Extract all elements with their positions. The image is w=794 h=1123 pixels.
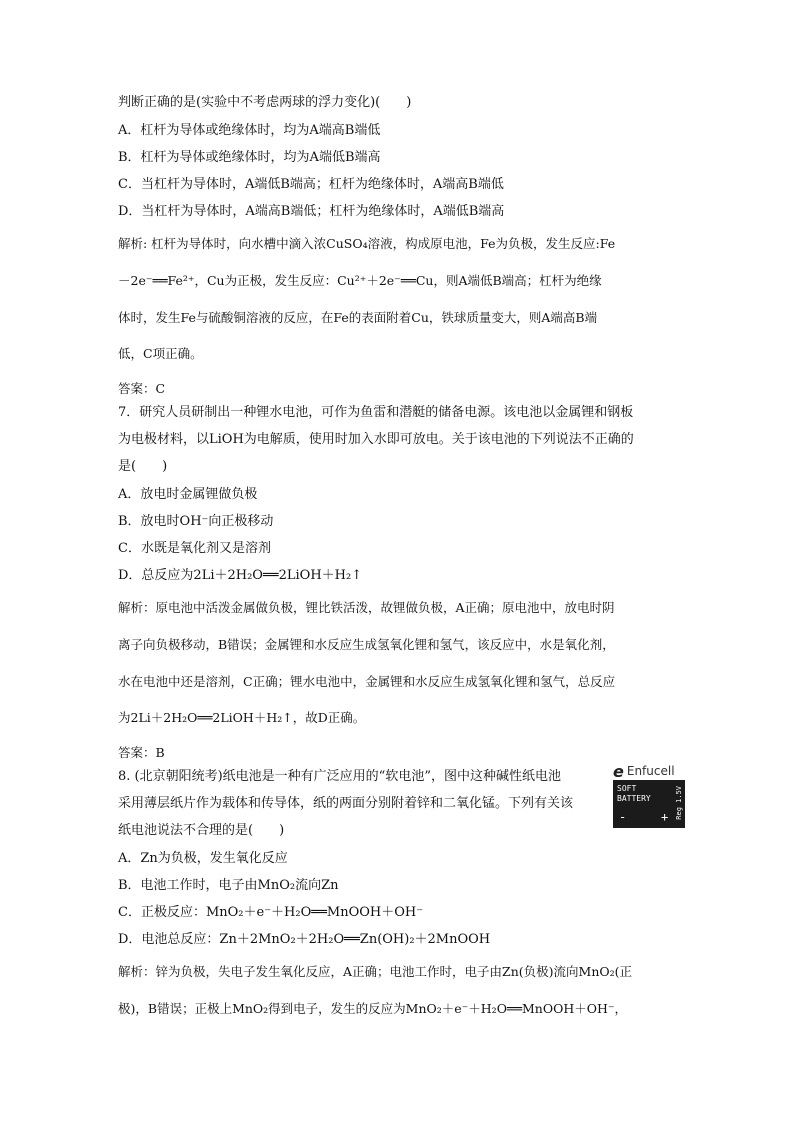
q7-option-c: C．水既是氧化剂又是溶剂 bbox=[118, 541, 271, 556]
soft-battery-image bbox=[613, 762, 685, 830]
q7-option-b: B．放电时OH⁻向正极移动 bbox=[118, 514, 274, 529]
q6-option-c: C．当杠杆为导体时，A端低B端高；杠杆为绝缘体时，A端高B端低 bbox=[118, 177, 504, 192]
q7-analysis-line-3: 水在电池中还是溶剂，C正确；锂水电池中，金属锂和水反应生成氢氧化锂和氢气，总反应 bbox=[118, 674, 616, 689]
q7-stem-line-2: 为电极材料，以LiOH为电解质，使用时加入水即可放电。关于该电池的下列说法不正确的 bbox=[118, 432, 634, 447]
enfucell-brand-text: Enfucell bbox=[626, 764, 675, 778]
q7-analysis-line-4: 为2Li＋2H₂O══2LiOH＋H₂↑，故D正确。 bbox=[118, 710, 366, 725]
battery-voltage-label: Reg 1.5V bbox=[675, 786, 683, 820]
battery-plus-terminal: + bbox=[661, 810, 669, 824]
q6-analysis-line-2: －2e⁻══Fe²⁺，Cu为正极，发生反应：Cu²⁺＋2e⁻══Cu，则A端低B端高；杠杆为绝缘 bbox=[118, 273, 602, 288]
q8-option-b: B．电池工作时，电子由MnO₂流向Zn bbox=[118, 878, 339, 893]
q7-stem-line-1: 7．研究人员研制出一种锂水电池，可作为鱼雷和潜艇的储备电源。该电池以金属锂和钢板 bbox=[118, 405, 634, 420]
q6-option-a: A．杠杆为导体或绝缘体时，均为A端高B端低 bbox=[118, 123, 381, 138]
q8-option-c: C．正极反应：MnO₂＋e⁻＋H₂O══MnOOH＋OH⁻ bbox=[118, 905, 424, 920]
q8-analysis-line-1: 解析：锌为负极，失电子发生氧化反应，A正确；电池工作时，电子由Zn(负极)流向MnO₂(正 bbox=[118, 964, 633, 979]
battery-label-battery: BATTERY bbox=[617, 794, 651, 803]
q7-option-d: D．总反应为2Li＋2H₂O══2LiOH＋H₂↑ bbox=[118, 568, 363, 583]
q6-stem: 判断正确的是(实验中不考虑两球的浮力变化)( ) bbox=[118, 95, 412, 110]
battery-minus-terminal: - bbox=[619, 810, 627, 824]
battery-body bbox=[613, 780, 685, 828]
q8-analysis-line-2: 极)，B错误；正极上MnO₂得到电子，发生的反应为MnO₂＋e⁻＋H₂O══MnOOH＋OH⁻， bbox=[118, 1001, 627, 1016]
q7-analysis-line-2: 离子向负极移动，B错误；金属锂和水反应生成氢氧化锂和氢气，该反应中，水是氧化剂， bbox=[118, 637, 615, 652]
q6-analysis-line-3: 体时，发生Fe与硫酸铜溶液的反应，在Fe的表面附着Cu，铁球质量变大，则A端高B端 bbox=[118, 310, 598, 325]
q7-stem-line-3: 是( ) bbox=[118, 459, 168, 474]
q8-option-d: D．电池总反应：Zn＋2MnO₂＋2H₂O══Zn(OH)₂＋2MnOOH bbox=[118, 932, 491, 947]
enfucell-logo bbox=[613, 762, 685, 780]
q8-stem-line-3: 纸电池说法不合理的是( ) bbox=[118, 823, 285, 838]
q6-answer: 答案：C bbox=[118, 381, 166, 396]
q8-option-a: A．Zn为负极，发生氧化反应 bbox=[118, 851, 288, 866]
q6-option-b: B．杠杆为导体或绝缘体时，均为A端低B端高 bbox=[118, 150, 381, 165]
q6-analysis-line-1: 解析: 杠杆为导体时，向水槽中滴入浓CuSO₄溶液，构成原电池，Fe为负极，发生反应:Fe bbox=[118, 236, 616, 251]
q7-option-a: A．放电时金属锂做负极 bbox=[118, 487, 258, 502]
q6-analysis-line-4: 低，C项正确。 bbox=[118, 346, 203, 361]
q7-answer: 答案：B bbox=[118, 745, 165, 760]
q8-stem-line-1: 8. (北京朝阳统考)纸电池是一种有广泛应用的“软电池”，图中这种碱性纸电池 bbox=[118, 769, 561, 784]
q8-stem-line-2: 采用薄层纸片作为载体和传导体，纸的两面分别附着锌和二氧化锰。下列有关该 bbox=[118, 796, 574, 811]
enfucell-e-icon: e bbox=[613, 761, 624, 781]
q6-option-d: D．当杠杆为导体时，A端高B端低；杠杆为绝缘体时，A端低B端高 bbox=[118, 204, 505, 219]
q7-analysis-line-1: 解析：原电池中活泼金属做负极，锂比铁活泼，故锂做负极，A正确；原电池中，放电时阴 bbox=[118, 600, 615, 615]
battery-label-soft: SOFT bbox=[617, 784, 637, 793]
